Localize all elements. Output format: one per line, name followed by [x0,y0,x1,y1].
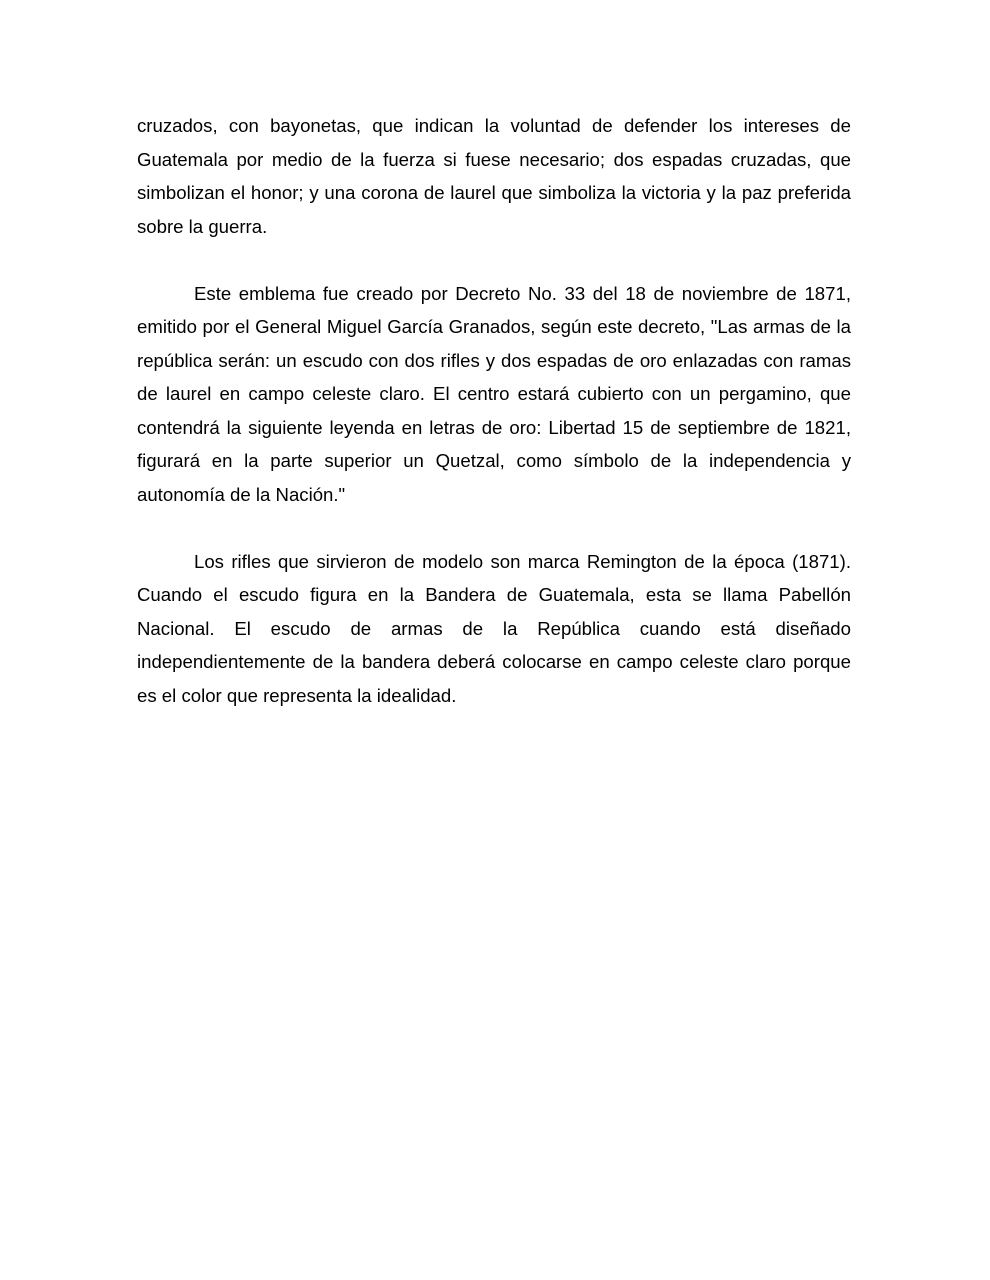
paragraph-spacer [137,511,851,545]
body-text [137,109,851,712]
paragraph-decree: Este emblema fue creado por Decreto No. 33 del 18 de noviembre de 1871, emitido por el General Miguel García Granados, según este decreto, "Las armas de la república serán: un escudo con dos rifles y dos espadas de oro enlazadas con ramas de laurel en campo celeste claro. El centro estará cubierto con un pergamino, que contendrá la siguiente leyenda en letras de oro: Libertad 15 de septiembre de 1821, figurará en la parte superior un Quetzal, como símbolo de la independencia y autonomía de la Nación." [137,282,851,505]
paragraph-spacer [137,243,851,277]
paragraph-continuation: cruzados, con bayonetas, que indican la voluntad de defender los intereses de Guatemala por medio de la fuerza si fuese necesario; dos espadas cruzadas, que simbolizan el honor; y una corona de laurel que simboliza la victoria y la paz preferida sobre la guerra. [137,115,851,237]
paragraph-rifles: Los rifles que sirvieron de modelo son marca Remington de la época (1871). Cuando el escudo figura en la Bandera de Guatemala, esta se llama Pabellón Nacional. El escudo de armas de la República cuando está diseñado independientemente de la bandera deberá colocarse en campo celeste claro porque es el color que representa la idealidad. [137,550,851,706]
